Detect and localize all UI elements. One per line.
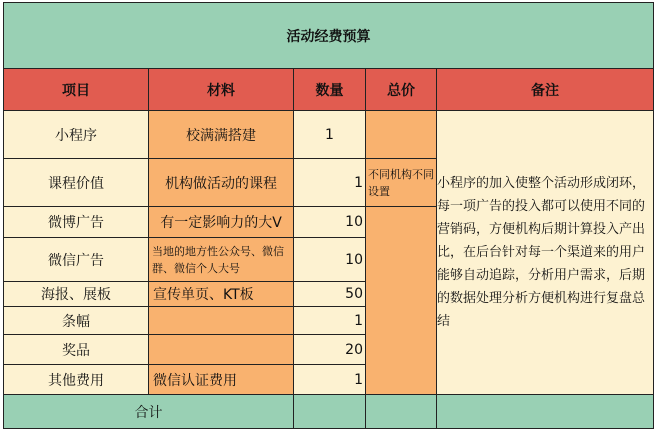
material-cell: 微信认证费用: [149, 365, 294, 395]
quantity-cell: 1: [294, 307, 366, 335]
header-material: 材料: [149, 69, 294, 111]
note-cell: 小程序的加入使整个活动形成闭环，每一项广告的投入都可以使用不同的营销码，方便机构后期计算投入产出比，在后台针对每一个渠道来的用户能够自动追踪，分析用户需求，后期的数据处理分析方便机构进行复盘总结: [437, 111, 654, 395]
item-cell: 条幅: [4, 307, 149, 335]
item-cell: 微博广告: [4, 207, 149, 238]
material-cell: [149, 307, 294, 335]
quantity-cell: 10: [294, 238, 366, 282]
total-quantity-cell: [294, 395, 366, 429]
quantity-cell: 1: [294, 365, 366, 395]
price-cell: [366, 111, 437, 159]
total-price-cell: [366, 395, 437, 429]
item-cell: 奖品: [4, 335, 149, 365]
header-note: 备注: [437, 69, 654, 111]
item-cell: 其他费用: [4, 365, 149, 395]
item-cell: 课程价值: [4, 159, 149, 207]
total-label: 合计: [4, 395, 294, 429]
material-cell: 机构做活动的课程: [149, 159, 294, 207]
quantity-cell: 20: [294, 335, 366, 365]
table-row: [4, 111, 654, 159]
header-quantity: 数量: [294, 69, 366, 111]
material-cell: 校满满搭建: [149, 111, 294, 159]
quantity-cell: 50: [294, 282, 366, 307]
material-cell: 有一定影响力的大V: [149, 207, 294, 238]
total-row: [4, 395, 654, 429]
item-cell: 小程序: [4, 111, 149, 159]
quantity-cell: 1: [294, 159, 366, 207]
price-cell: [366, 207, 437, 395]
material-cell: 宣传单页、KT板: [149, 282, 294, 307]
header-total-price: 总价: [366, 69, 437, 111]
price-cell: 不同机构不同设置: [366, 159, 437, 207]
item-cell: 海报、展板: [4, 282, 149, 307]
material-cell: [149, 335, 294, 365]
table-title: 活动经费预算: [4, 3, 654, 69]
total-note-cell: [437, 395, 654, 429]
item-cell: 微信广告: [4, 238, 149, 282]
quantity-cell: 10: [294, 207, 366, 238]
material-cell: 当地的地方性公众号、微信群、微信个人大号: [149, 238, 294, 282]
header-item: 项目: [4, 69, 149, 111]
quantity-cell: 1: [294, 111, 366, 159]
budget-table: [3, 2, 654, 429]
